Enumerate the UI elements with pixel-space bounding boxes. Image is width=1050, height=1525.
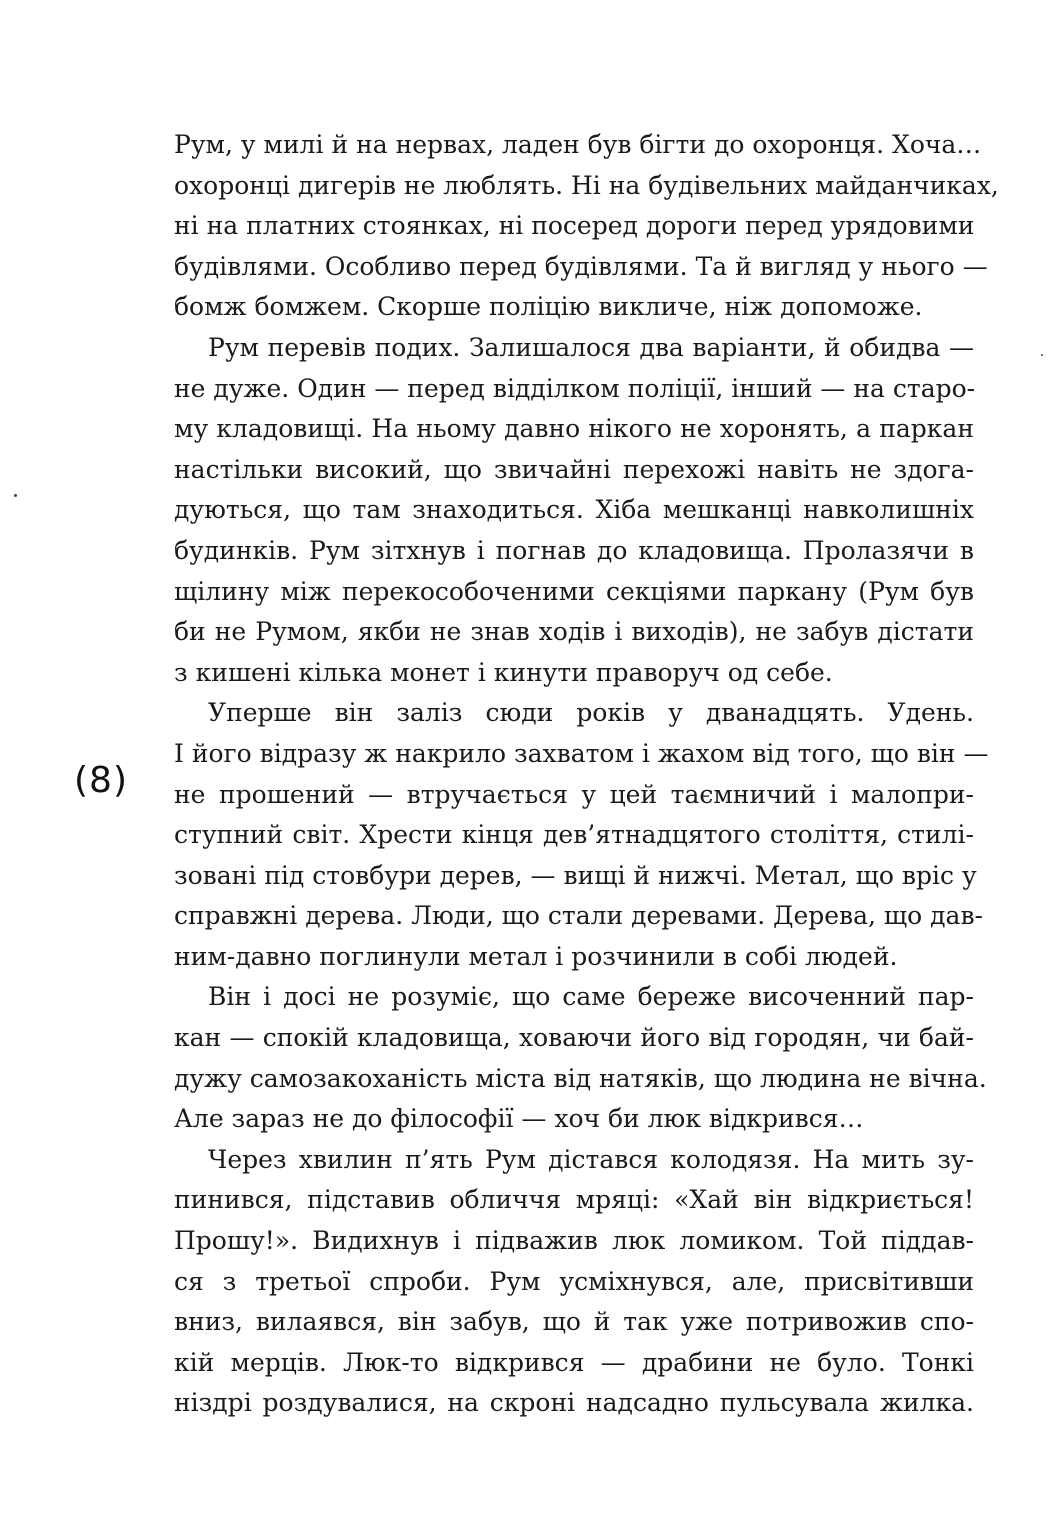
text-line: ніздрі роздувалися, на скроні надсадно пульсувала жилка. [174, 1388, 974, 1418]
text-line: Він і досі не розуміє, що саме береже височенний пар- [208, 982, 974, 1012]
text-line: ним-давно поглинули метал і розчинили в собі людей. [174, 941, 898, 971]
text-line: охоронці дигерів не люблять. Ні на будівельних майданчиках, [174, 170, 999, 200]
paragraph-1 [174, 125, 999, 328]
text-line: зовані під стовбури дерев, — вищі й нижчі. Метал, що вріс у [174, 860, 977, 890]
text-line: кій мерців. Люк-то відкрився — драбини не було. Тонкі [174, 1347, 974, 1377]
text-line: кан — спокій кладовища, ховаючи його від городян, чи бай- [174, 1023, 974, 1053]
text-line: ступний світ. Хрести кінця дев’ятнадцятого століття, стилі- [174, 820, 974, 850]
text-line: настільки високий, що звичайні перехожі навіть не здога- [174, 454, 974, 484]
text-line: дуються, що там знаходиться. Хіба мешканці навколишніх [174, 495, 974, 525]
text-line: не дуже. Один — перед відділком поліції, інший — на старо- [174, 373, 976, 403]
scan-speck [14, 494, 17, 497]
paragraph-5 [174, 1140, 974, 1424]
text-line: будинків. Рум зітхнув і погнав до кладовища. Пролазячи в [174, 535, 974, 565]
text-line: Рум, у милі й на нервах, ладен був бігти до охоронця. Хоча… [174, 130, 982, 159]
text-line: дужу самозакоханість міста від натяків, що людина не вічна. [174, 1063, 987, 1093]
text-line: будівлями. Особливо перед будівлями. Та й вигляд у нього — [174, 251, 988, 281]
text-line: Але зараз не до філософії — хоч би люк відкрився… [174, 1104, 864, 1134]
text-line: пинився, підставив обличчя мряці: «Хай він відкриється! [174, 1185, 974, 1215]
text-line: бомж бомжем. Скорше поліцію викличе, ніж допоможе. [174, 292, 923, 322]
text-line: справжні дерева. Люди, що стали деревами. Дерева, що дав- [174, 901, 983, 931]
text-line: з кишені кілька монет і кинути праворуч од себе. [174, 657, 833, 687]
text-line: щілину між перекособоченими секціями паркану (Рум був [174, 576, 974, 606]
paragraph-3 [174, 693, 989, 977]
text-line: І його відразу ж накрило захватом і жахом від того, що він — [174, 738, 989, 768]
text-line: Через хвилин п’ять Рум дістався колодязя. На мить зу- [208, 1144, 974, 1174]
paragraph-2 [174, 328, 974, 693]
text-line: Уперше він заліз сюди років у дванадцять. Удень. [208, 698, 974, 728]
text-line: не прошений — втручається у цей таємничий і малопри- [174, 779, 974, 809]
text-line: му кладовищі. На ньому давно нікого не хоронять, а паркан [174, 414, 974, 444]
body-text [174, 125, 999, 1424]
text-line: Прошу!». Видихнув і підважив люк ломиком. Той піддав- [174, 1226, 974, 1256]
text-line: вниз, вилаявся, він забув, що й так уже потривожив спо- [174, 1307, 974, 1337]
paragraph-4 [174, 977, 987, 1139]
text-line: би не Румом, якби не знав ходів і виходів), не забув дістати [174, 617, 974, 647]
text-line: ні на платних стоянках, ні посеред дороги перед урядовими [174, 211, 975, 241]
text-line: ся з третьої спроби. Рум усміхнувся, але, присвітивши [174, 1266, 974, 1296]
text-line: Рум перевів подих. Залишалося два варіанти, й обидва — [208, 332, 974, 362]
scan-speck [1041, 354, 1043, 356]
page-number: (8) [74, 760, 128, 801]
